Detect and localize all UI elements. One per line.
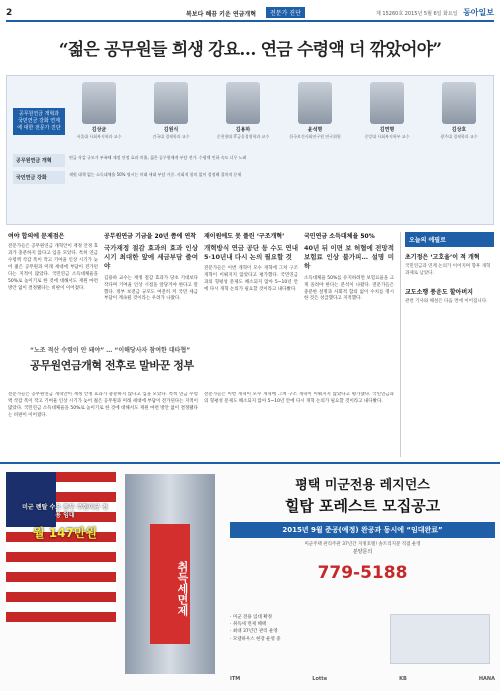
expert-card <box>213 82 273 140</box>
column-body: 김용하 교수는 재정 절감 효과가 당초 기대보다 작다며 기여율 인상 시점을 앞당겨야 한다고 말했다. 정부 보전금 규모도 여전히 커 국민 세금 부담이 계속될 것이라는 우려가 나왔다. <box>104 275 198 302</box>
expert-photo <box>370 82 404 124</box>
expert-panel <box>6 75 494 225</box>
ad-title-1: 평택 미군전용 레지던스 <box>295 478 430 493</box>
panel-row <box>13 171 489 184</box>
expert-role: 서울대 사회복지학과 교수 <box>76 134 122 139</box>
sidebar-header: 오늘의 에필로 <box>405 232 494 247</box>
column-title: 국민연금 소득대체율 50% <box>304 233 375 240</box>
expert-name: 김연명 <box>379 127 395 133</box>
sub-headline <box>30 345 330 373</box>
expert-photo <box>442 82 476 124</box>
location-map <box>390 614 490 664</box>
expert-photo <box>298 82 332 124</box>
ad-phone-label: 분양문의 <box>352 549 373 556</box>
sidebar-item-title: 초기정은 ‘고호울’이 적 개혁 <box>405 254 480 261</box>
ad-title-2: 힐탑 포레스트 모집공고 <box>284 497 441 515</box>
sidebar-item-text: 관련 기사와 해설은 다음 면에 이어집니다. <box>405 298 488 304</box>
sub-title: 공무원연금개혁 전후로 말바꾼 정부 <box>30 359 194 372</box>
expert-card <box>429 82 489 140</box>
row-content: 연금 삭감 규모가 부족해 재정 안정 효과 미흡, 젊은 공무원에게 부담 전가. 수령액 인하 속도 너무 느려 <box>69 155 247 160</box>
ad-left-label: 미군 렌탈 수요 풍부 주한미군 전용 임대 <box>22 504 108 519</box>
ad-left-text <box>20 504 110 541</box>
column-body: 전문가들은 이번 개혁이 모수 개혁에 그쳐 구조 개혁이 이뤄지지 않았다고 평가했다. 국민연금과의 형평성 문제도 해소되지 않아 5~10년 안에 다시 개혁 논의가 필요할 것이라고 내다봤다. <box>204 392 394 404</box>
column-body: 전문가들은 이번 개혁이 모수 개혁에 그쳐 구조 개혁이 이뤄지지 않았다고 평가했다. 국민연금과의 형평성 문제도 해소되지 않아 5~10년 안에 다시 개혁 논의가 필요할 것이라고 내다봤다. <box>204 266 298 293</box>
main-headline: “젊은 공무원들 희생 강요… 연금 수령액 더 깎았어야” <box>58 40 442 60</box>
ad-main <box>230 474 495 583</box>
panel-row <box>13 154 489 167</box>
row-content: 재원 대책 없는 소득대체율 50% 명시는 미래 세대 부담 가중. 사회적 합의 없이 결정해 절차적 문제 <box>69 172 242 177</box>
expert-name: 김용하 <box>235 127 251 133</box>
column-title: 재이원에도 못 풀린 ‘구조개혁’ <box>204 233 285 240</box>
expert-card <box>69 82 129 140</box>
section-badge: 전문가 진단 <box>266 7 305 18</box>
article-column-4 <box>304 232 394 342</box>
column-title: 공무원연금 기금을 20년 쯤에 연착 <box>104 233 197 240</box>
advertisement[interactable] <box>0 462 500 691</box>
panel-rows <box>13 154 489 188</box>
expert-card <box>285 82 345 140</box>
page-header <box>6 6 494 22</box>
expert-photo <box>154 82 188 124</box>
article-column-2 <box>104 232 198 342</box>
sponsor-logos <box>230 676 495 682</box>
expert-card <box>357 82 417 140</box>
ad-date-banner: 2015년 9월 준공(예정) 완공과 동시에 “임대완료” <box>230 522 495 538</box>
sponsor-logo: Lotte <box>312 676 328 682</box>
sidebar-item-title: 교도소행 풍운도 할아버지 <box>405 288 473 296</box>
column-body: 전문가들은 공무원연금 개혁안이 재정 안정 효과가 충분하지 않다고 입을 모았다. 특히 연금 수령액 삭감 폭이 작고 기여율 인상 시기가 늦어 젊은 공무원과 미래 세대에 부담이 전가된다는 지적이 많았다. 국민연금 소득대체율을 50%로 높이기로 한 것에 대해서도 재원 마련 방안 없이 결정됐다는 비판이 이어졌다. <box>8 392 198 418</box>
tax-badge: 취득세면제 <box>150 524 190 644</box>
expert-role: 광주대 경제학과 교수 <box>440 134 478 139</box>
column-title: 여야 합의에 문제점은 <box>8 233 65 240</box>
expert-name: 김상호 <box>451 127 467 133</box>
column-lead: 개혁방식 연금 공단 등 수도 연내 5·10년내 다시 논의 필요할 것 <box>204 244 298 262</box>
ad-price: 월 147만원 <box>32 525 97 540</box>
panel-label: 공무원연금 개혁과 국민연금 강화 연계에 대한 전문가 진단 <box>13 108 65 135</box>
ad-feature: · 모델하우스 현장 운영 중 <box>230 636 281 642</box>
sub-kicker: “노조 적산 수렴이 안 돼야” … “이해당사자 참여한 대타협” <box>30 347 191 354</box>
expert-card <box>141 82 201 140</box>
newspaper-logo: 동아일보 <box>463 8 494 17</box>
row-header: 공무원연금 개혁 <box>13 154 65 167</box>
article-column-1 <box>8 232 98 342</box>
sponsor-logo: KB <box>399 676 407 682</box>
flag-graphic <box>6 472 116 622</box>
expert-photo <box>82 82 116 124</box>
expert-role: 건국대 경제학과 교수 <box>152 134 190 139</box>
ad-feature: · 미군 전용 임대 확정 <box>230 615 272 620</box>
sponsor-logo: HANA <box>478 676 495 682</box>
page-number: 2 <box>6 8 13 18</box>
ad-description: 미군주택 관리주관 37년간 지정호텔! 솔트리지분 직접 운영 <box>304 542 421 547</box>
column-body: 전문가들은 공무원연금 개혁안이 재정 안정 효과가 충분하지 않다고 입을 모았다. 특히 연금 수령액 삭감 폭이 작고 기여율 인상 시기가 늦어 젊은 공무원과 미래 세대에 부담이 전가된다는 지적이 많았다. 국민연금 소득대체율을 50%로 높이기로 한 것에 대해서도 재원 마련 방안 없이 결정됐다는 비판이 이어졌다. <box>8 244 98 292</box>
sub-article-left <box>8 392 198 457</box>
column-lead: 40년 뒤 이면 보 허혈에 전망적 보험료 인상 불가피… 설명 미하 <box>304 244 394 271</box>
ad-phone[interactable]: 779-5188 <box>317 563 408 584</box>
sidebar-item[interactable] <box>405 288 494 306</box>
row-header: 국민연금 강화 <box>13 171 65 184</box>
ad-feature: · 최대 37년간 관리 운영 <box>230 629 278 635</box>
ad-feature: · 취득세 면제 혜택 <box>230 622 267 628</box>
issue-info: 제 15260호 2015년 5월 6일 화요일 <box>376 11 458 17</box>
expert-role: 순천향대 IT금융경영학과 교수 <box>216 134 270 139</box>
sidebar-item-text: 국민연금과 연계 논의가 이어지며 향후 개혁 과제로 남았다. <box>405 264 491 276</box>
ad-feature-list <box>230 614 380 643</box>
expert-role: 한국보건사회연구원 연구위원 <box>289 134 341 139</box>
sidebar <box>400 232 494 457</box>
article-column-3 <box>204 232 298 342</box>
expert-photo <box>226 82 260 124</box>
sidebar-item[interactable] <box>405 253 494 278</box>
expert-role: 중앙대 사회복지학부 교수 <box>364 134 410 139</box>
column-lead: 국가재정 절감 효과의 효과 인상 시기 최대한 앞에 세금부담 줄여야 <box>104 244 198 271</box>
expert-name: 윤석명 <box>307 127 323 133</box>
expert-name: 김원식 <box>163 127 179 133</box>
sub-article-right <box>204 392 394 457</box>
column-body: 소득대체율 50%를 유지하려면 보험료율을 크게 올려야 한다는 분석이 나왔다. 전문가들은 충분한 설명과 사회적 합의 없이 수치를 명시한 것은 성급했다고 지적했다. <box>304 275 394 302</box>
section-title: 복보다 혜끔 키운 연금개혁 <box>186 11 257 18</box>
sponsor-logo: ITM <box>230 676 241 682</box>
expert-name: 김상균 <box>91 127 107 133</box>
expert-portraits <box>69 82 489 140</box>
